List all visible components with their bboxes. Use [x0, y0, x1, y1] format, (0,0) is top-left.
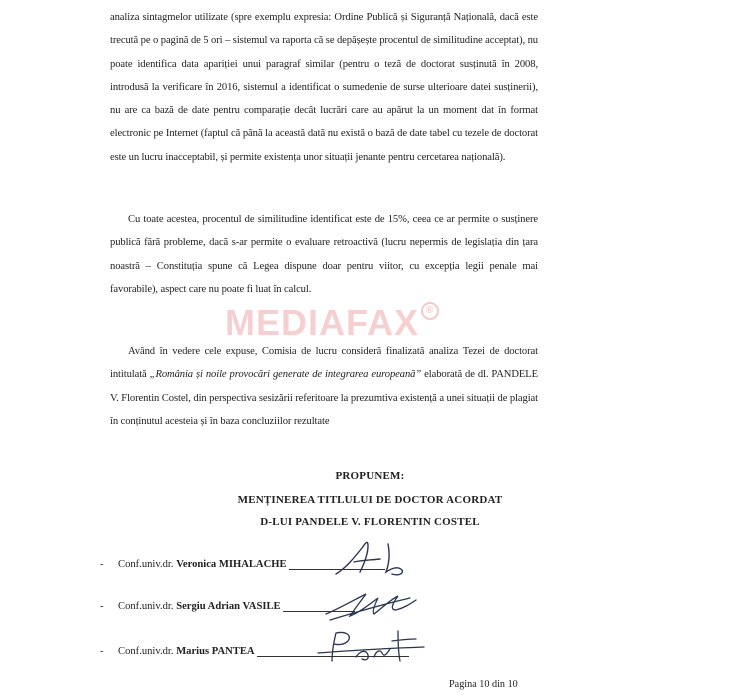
registered-mark-icon: ®: [421, 302, 439, 320]
signatory-prefix: Conf.univ.dr.: [118, 559, 174, 570]
signatory-dash: -: [100, 559, 104, 570]
page-number: Pagina 10 din 10: [449, 679, 518, 690]
thesis-title: „România și noile provocări generate de integrarea europeană”: [149, 369, 422, 381]
paragraph-similarity-percentage: Cu toate acestea, procentul de similitudine identificat este de 15%, ceea ce ar permite o susținere publică fără probleme, dacă s-ar permite o evaluare retroactivă (lucru nepermis de legislația din țara noastră – Constituția spune că Legea dispune doar pentru viitor, cu excepția legii penale mai favorabile), aspect care nu poate fi luat în calcul.: [110, 214, 538, 295]
signature-line: [257, 655, 409, 657]
signatory-row: [100, 559, 385, 570]
signatory-row: [100, 601, 355, 612]
paragraph-plagiarism-software: analiza sintagmelor utilizate (spre exemplu expresia: Ordine Publică și Siguranță Națională, dacă este trecută pe o pagină de 5 ori – sistemul va raporta că se depășește procentul de similitudine acceptat), nu poate identifica data apariției unui paragraf similar (pentru o teză de doctorat susținută în 2008, introdusă la verificare în 2016, sistemul a identificat o sumedenie de surse ulterioare datei susținerii), nu are ca bază de date pentru comparație decât lucrări care au apărut la un moment dat în format electronic pe Internet (faptul că până la această dată nu există o bază de date tabel cu tezele de doctorat este un lucru inacceptabil, și permite existența unor situații jenante pentru cercetarea națională).: [110, 12, 538, 163]
heading-candidate-name: D-LUI PANDELE V. FLORENTIN COSTEL: [260, 516, 480, 528]
conclusion-text-end: elaborată de dl. PANDELE V. Florentin Costel, din perspectiva sesizării referitoare la prezumtiva existență a unei situații de plagiat în conținutul acesteia și în baza concluziilor rezultate: [110, 369, 538, 427]
signatory-dash: -: [100, 646, 104, 657]
signatory-name: Veronica MIHALACHE: [176, 559, 287, 570]
signatory-prefix: Conf.univ.dr.: [118, 601, 174, 612]
heading-maintain-title: MENȚINEREA TITLULUI DE DOCTOR ACORDAT: [237, 494, 503, 506]
mediafax-watermark: [225, 302, 439, 344]
signatory-name: Sergiu Adrian VASILE: [176, 601, 281, 612]
signatory-name: Marius PANTEA: [176, 646, 255, 657]
signatory-prefix: Conf.univ.dr.: [118, 646, 174, 657]
signature-line: [283, 610, 355, 612]
signatory-dash: -: [100, 601, 104, 612]
watermark-text: MEDIAFAX: [225, 302, 420, 343]
signature-line: [289, 568, 385, 570]
heading-propose: PROPUNEM:: [335, 470, 405, 482]
paragraph-conclusion: [110, 340, 538, 433]
signatory-row: [100, 646, 409, 657]
conclusion-text-start: Având în vedere cele expuse, Comisia de lucru consideră finalizată analiza Tezei de doctorat intitulată: [110, 346, 538, 381]
